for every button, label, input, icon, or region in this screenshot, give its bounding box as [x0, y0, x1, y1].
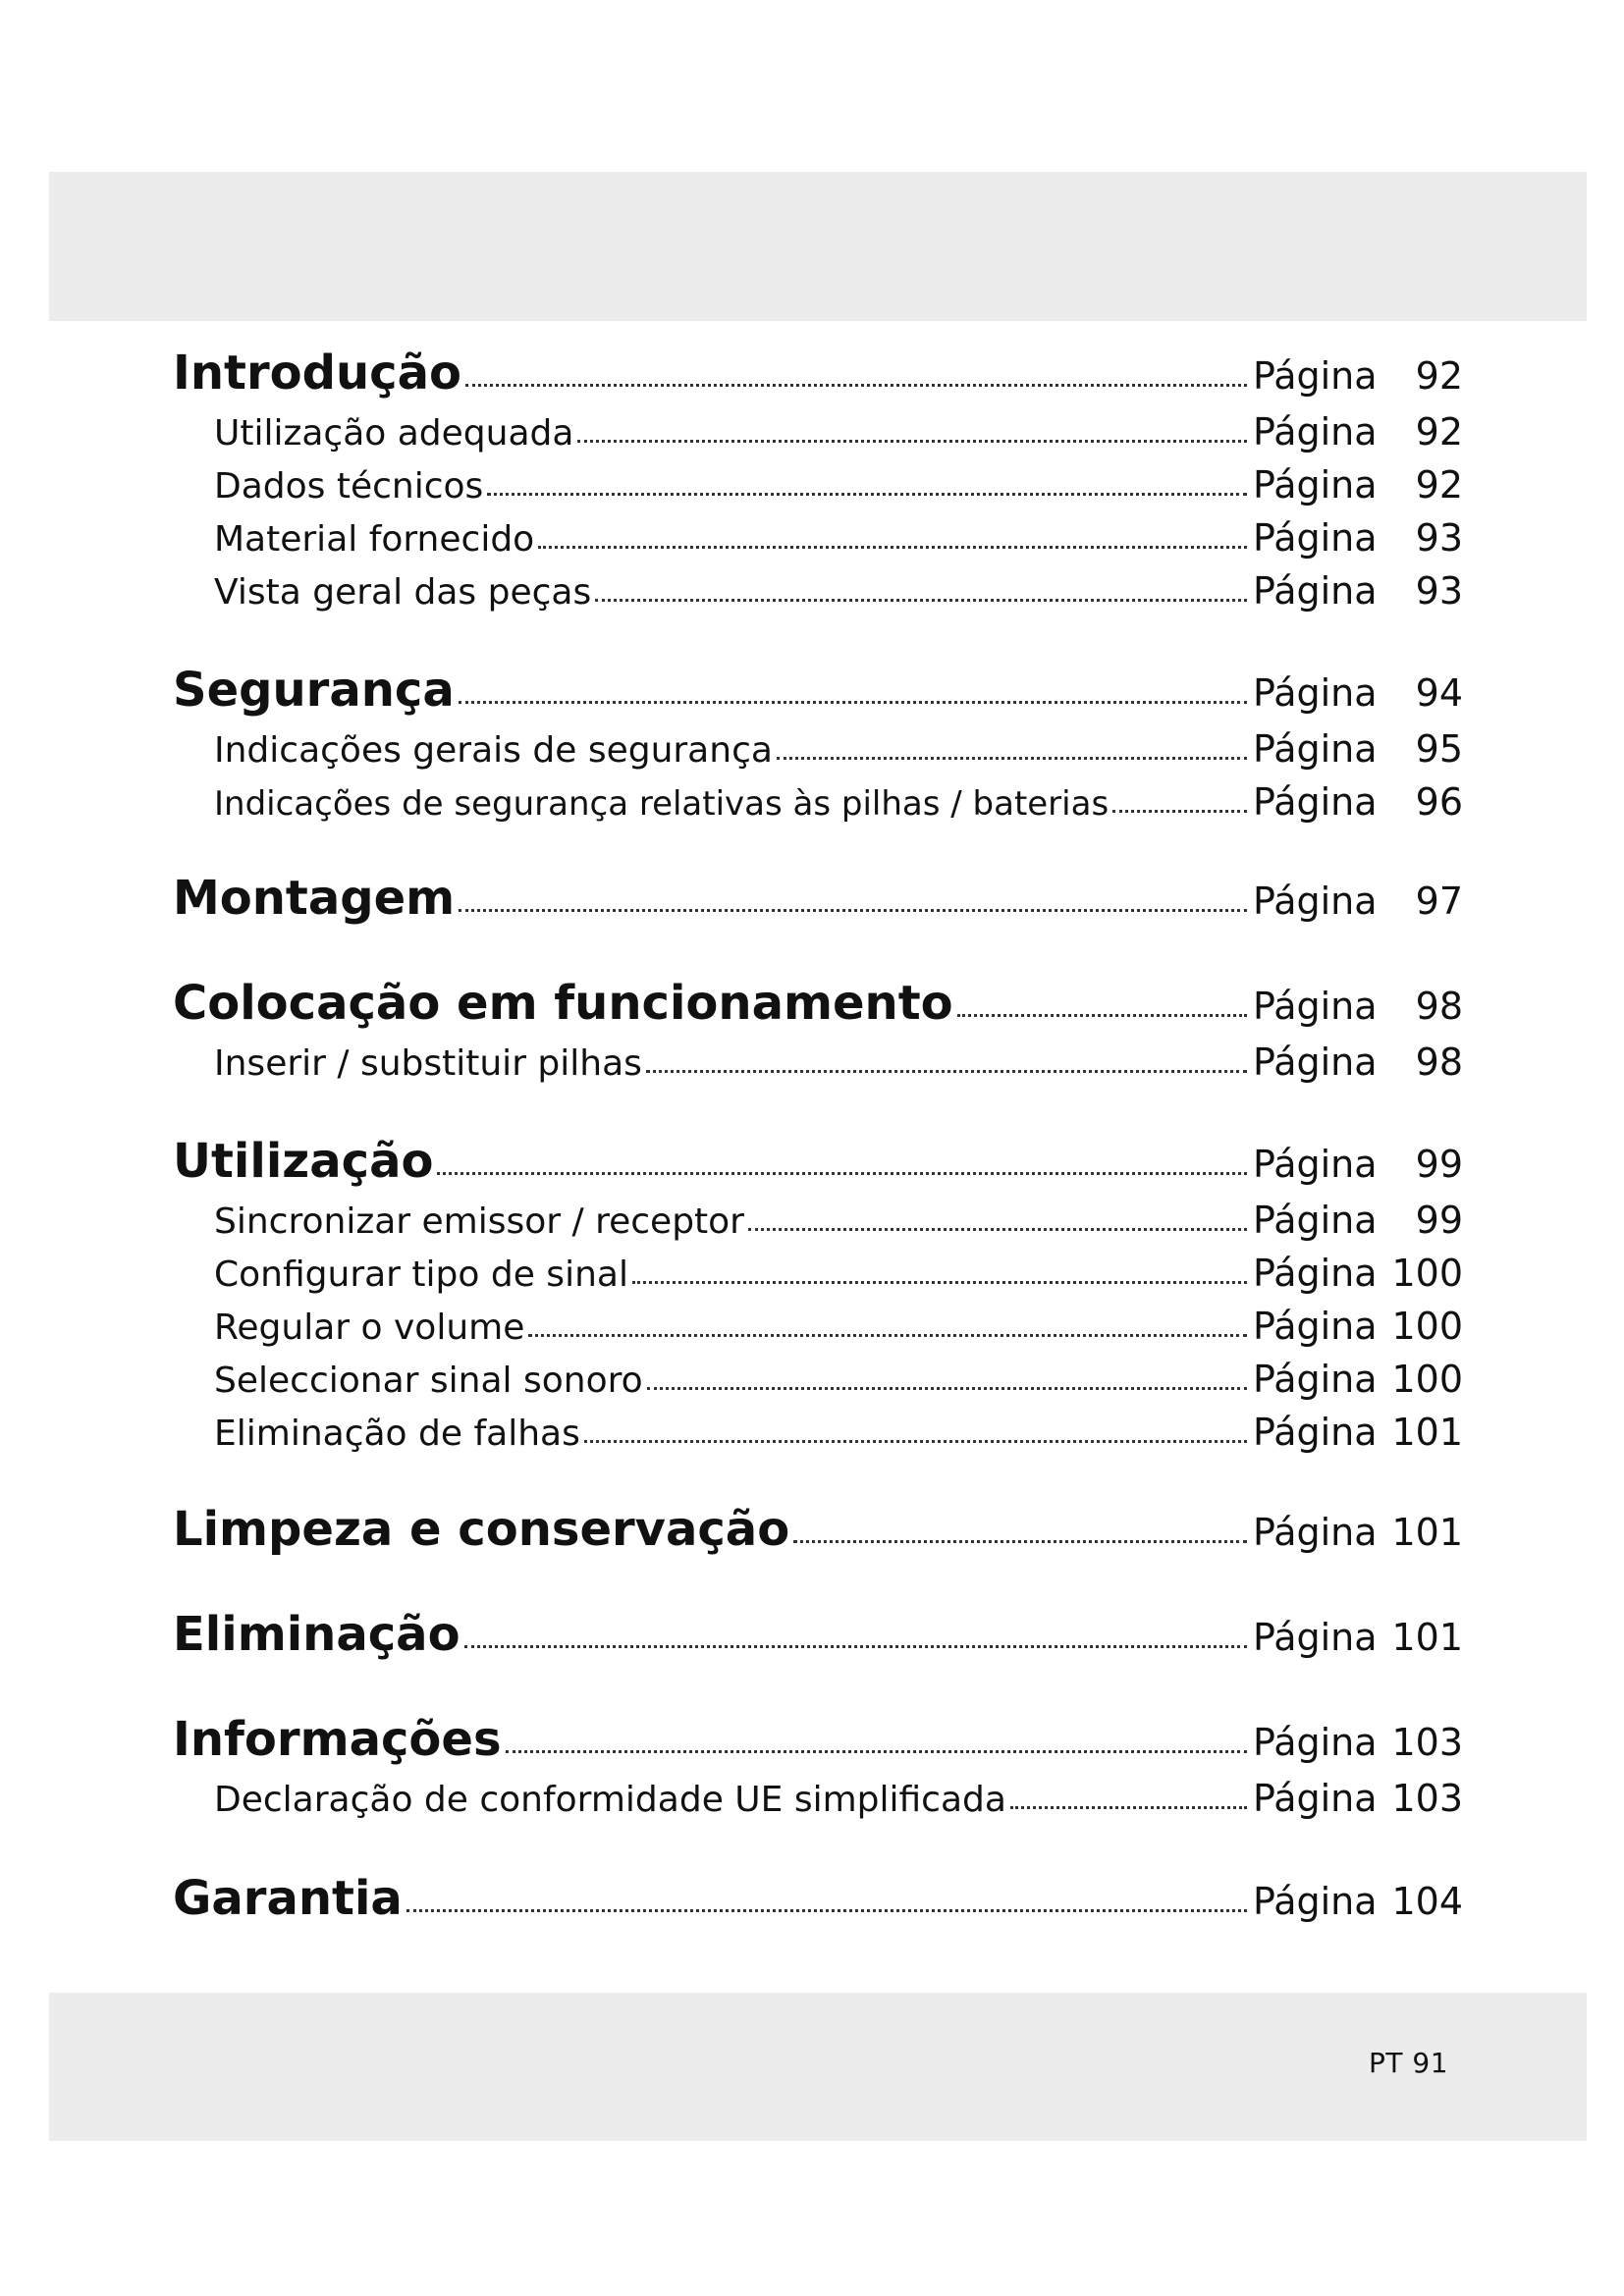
toc-heading-title: Eliminação	[173, 1607, 460, 1662]
toc-heading-title: Informações	[173, 1712, 502, 1767]
page-word: Página	[1253, 727, 1378, 771]
dot-leader	[646, 1068, 1247, 1073]
page-word: Página	[1253, 463, 1378, 507]
page-word: Página	[1253, 1721, 1378, 1764]
page-word: Página	[1253, 1880, 1378, 1923]
toc-item-indicacoes-pilhas[interactable]	[214, 780, 1624, 824]
dot-leader	[957, 1012, 1247, 1017]
toc-item-title: Vista geral das peças	[214, 572, 592, 613]
dot-leader	[464, 1643, 1247, 1648]
dot-leader	[506, 1748, 1247, 1753]
toc-item-title: Indicações gerais de segurança	[214, 730, 773, 771]
toc-item-title: Indicações de segurança relativas às pilhas / baterias	[214, 784, 1110, 824]
page-number: 93	[1415, 569, 1463, 613]
page-number: 101	[1391, 1511, 1463, 1554]
toc-heading-title: Montagem	[173, 871, 456, 926]
toc-heading-montagem[interactable]	[173, 871, 1624, 926]
dot-leader	[577, 438, 1247, 443]
dot-leader	[595, 597, 1247, 602]
toc-heading-title: Segurança	[173, 663, 455, 718]
toc-item-title: Sincronizar emissor / receptor	[214, 1201, 744, 1242]
page-number: 101	[1391, 1411, 1463, 1454]
dot-leader	[487, 491, 1247, 496]
page-number: 92	[1415, 410, 1463, 454]
page-footer-label: PT 91	[1369, 2047, 1449, 2079]
toc-item-indicacoes-gerais[interactable]	[214, 727, 1624, 771]
page-number: 100	[1391, 1358, 1463, 1401]
dot-leader	[632, 1279, 1247, 1284]
toc-item-utilizacao-adequada[interactable]	[214, 410, 1624, 454]
page-word: Página	[1253, 1511, 1378, 1554]
page-word: Página	[1253, 1199, 1378, 1242]
dot-leader	[748, 1226, 1247, 1231]
page-word: Página	[1253, 780, 1378, 824]
page-word: Página	[1253, 516, 1378, 560]
dot-leader	[465, 382, 1247, 387]
dot-leader	[437, 1170, 1247, 1175]
toc-item-material-fornecido[interactable]	[214, 516, 1624, 560]
toc-heading-eliminacao[interactable]	[173, 1607, 1624, 1662]
dot-leader	[584, 1438, 1247, 1443]
page-number: 96	[1415, 780, 1463, 824]
page-word: Página	[1253, 1411, 1378, 1454]
toc-item-title: Dados técnicos	[214, 466, 484, 507]
page-word: Página	[1253, 1777, 1378, 1820]
dot-leader	[777, 755, 1247, 760]
toc-heading-title: Introdução	[173, 346, 461, 400]
page-word: Página	[1253, 569, 1378, 613]
toc-heading-garantia[interactable]	[173, 1871, 1624, 1926]
toc-heading-introducao[interactable]	[173, 346, 1624, 400]
toc-item-declaracao[interactable]	[214, 1777, 1624, 1820]
page-number: 92	[1415, 354, 1463, 398]
toc-item-title: Regular o volume	[214, 1308, 525, 1348]
page-number: 94	[1415, 671, 1463, 715]
toc-item-title: Utilização adequada	[214, 413, 574, 454]
page-number: 97	[1415, 880, 1463, 923]
toc-heading-limpeza[interactable]	[173, 1502, 1624, 1557]
toc-item-vista-geral[interactable]	[214, 569, 1624, 613]
toc-item-dados-tecnicos[interactable]	[214, 463, 1624, 507]
toc-item-sincronizar[interactable]	[214, 1199, 1624, 1242]
page-word: Página	[1253, 1252, 1378, 1295]
page-number: 101	[1391, 1616, 1463, 1659]
dot-leader	[793, 1538, 1247, 1543]
toc-item-title: Configurar tipo de sinal	[214, 1255, 628, 1295]
page-number: 100	[1391, 1305, 1463, 1348]
page-word: Página	[1253, 1041, 1378, 1084]
toc-item-eliminacao-falhas[interactable]	[214, 1411, 1624, 1454]
dot-leader	[538, 544, 1247, 549]
toc-heading-seguranca[interactable]	[173, 663, 1624, 718]
toc-item-configurar-sinal[interactable]	[214, 1252, 1624, 1295]
toc-heading-title: Utilização	[173, 1134, 434, 1189]
page-word: Página	[1253, 985, 1378, 1028]
page-word: Página	[1253, 880, 1378, 923]
toc-item-inserir-pilhas[interactable]	[214, 1041, 1624, 1084]
dot-leader	[459, 699, 1247, 704]
footer-band	[49, 1993, 1587, 2141]
page-word: Página	[1253, 671, 1378, 715]
page-number: 92	[1415, 463, 1463, 507]
page-number: 104	[1391, 1880, 1463, 1923]
page-word: Página	[1253, 1358, 1378, 1401]
toc-item-title: Inserir / substituir pilhas	[214, 1043, 642, 1084]
page-number: 103	[1391, 1777, 1463, 1820]
dot-leader	[406, 1907, 1247, 1912]
toc-item-seleccionar-sinal[interactable]	[214, 1358, 1624, 1401]
page-number: 99	[1415, 1143, 1463, 1186]
toc-item-title: Declaração de conformidade UE simplificada	[214, 1780, 1006, 1820]
dot-leader	[1112, 808, 1247, 813]
toc-heading-informacoes[interactable]	[173, 1712, 1624, 1767]
page-word: Página	[1253, 1305, 1378, 1348]
toc-heading-colocacao[interactable]	[173, 976, 1624, 1031]
page-number: 95	[1415, 727, 1463, 771]
toc-item-title: Eliminação de falhas	[214, 1414, 580, 1454]
page-number: 98	[1415, 985, 1463, 1028]
page-word: Página	[1253, 1143, 1378, 1186]
dot-leader	[528, 1332, 1247, 1337]
page-word: Página	[1253, 1616, 1378, 1659]
dot-leader	[1010, 1804, 1247, 1809]
page-word: Página	[1253, 354, 1378, 398]
dot-leader	[459, 907, 1247, 912]
page-number: 93	[1415, 516, 1463, 560]
page-number: 98	[1415, 1041, 1463, 1084]
toc-item-title: Seleccionar sinal sonoro	[214, 1361, 643, 1401]
dot-leader	[647, 1385, 1247, 1390]
toc-heading-title: Colocação em funcionamento	[173, 976, 953, 1031]
page-word: Página	[1253, 410, 1378, 454]
toc-item-regular-volume[interactable]	[214, 1305, 1624, 1348]
toc-item-title: Material fornecido	[214, 519, 535, 560]
page-number: 103	[1391, 1721, 1463, 1764]
toc-heading-title: Garantia	[173, 1871, 403, 1926]
toc-heading-title: Limpeza e conservação	[173, 1502, 790, 1557]
toc-heading-utilizacao[interactable]	[173, 1134, 1624, 1189]
page-number: 99	[1415, 1199, 1463, 1242]
page-number: 100	[1391, 1252, 1463, 1295]
